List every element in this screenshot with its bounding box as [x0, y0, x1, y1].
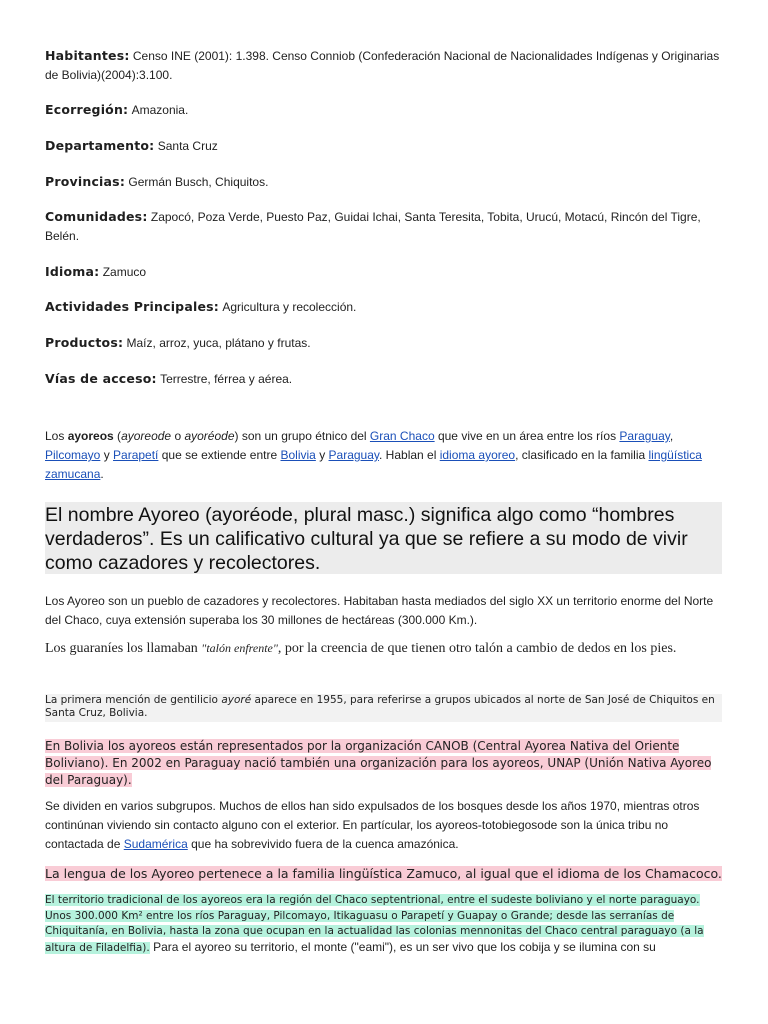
field-label: Actividades Principales:	[45, 299, 219, 314]
italic-quote: "talón enfrente"	[201, 641, 278, 655]
text: . Hablan el	[379, 448, 440, 462]
field-ecorregion	[45, 100, 725, 120]
field-productos	[45, 333, 725, 353]
link-parapeti[interactable]: Parapetí	[113, 448, 159, 462]
field-provincias	[45, 172, 725, 192]
link-idioma-ayoreo[interactable]: idioma ayoreo	[439, 448, 516, 462]
text: y	[100, 448, 114, 462]
field-value: Germán Busch, Chiquitos.	[128, 175, 269, 189]
text: que se extiende entre	[158, 448, 281, 462]
text: Los guaraníes los llamaban	[45, 641, 202, 656]
italic-term: ayoré	[221, 694, 252, 706]
field-value: Terrestre, férrea y aérea.	[160, 372, 293, 386]
cazadores-paragraph: Los Ayoreo son un pueblo de cazadores y recolectores. Habitaban hasta mediados del siglo XX un territorio enorme del Norte del Chaco, cuya extensión superaba los 30 millones de hectáreas (300.000 Km.).	[45, 594, 714, 627]
field-value: Agricultura y recolección.	[222, 300, 357, 314]
field-label: Vías de acceso:	[45, 371, 157, 386]
text: Se dividen en varios subgrupos. Muchos de ellos han sido expulsados de los bosques desde los años 1970, mientras otros continúnan viviendo sin contacto alguno con el exterior. En partícular, los ayoreos-totobiegosode son la única tribu no contactada de	[45, 799, 700, 851]
link-pilcomayo[interactable]: Pilcomayo	[45, 448, 101, 462]
link-familia-zamucana[interactable]: lingüística zamucana	[45, 448, 702, 481]
field-value: Amazonia.	[131, 103, 189, 117]
field-value: Zapocó, Poza Verde, Puesto Paz, Guidai Ichai, Santa Teresita, Tobita, Urucú, Motacú, Rincón del Tigre, Belén.	[45, 210, 701, 243]
text: o	[171, 429, 185, 443]
field-label: Comunidades:	[45, 209, 148, 224]
text: , por la creencia de que tienen otro talón a cambio de dedos en los pies.	[277, 641, 677, 656]
link-paraguay-2[interactable]: Paraguay	[328, 448, 380, 462]
intro-paragraph	[45, 427, 725, 484]
text: Para el ayoreo su territorio, el monte ("eami"), es un ser vivo que los cobija y se ilumina con su	[149, 939, 656, 954]
link-bolivia[interactable]: Bolivia	[280, 448, 316, 462]
field-label: Habitantes:	[45, 48, 130, 63]
bold-term: ayoreos	[67, 429, 114, 443]
text: , clasificado en la familia	[515, 448, 649, 462]
field-comunidades	[45, 207, 725, 246]
text: aparece en 1955, para referirse a grupos ubicados al norte de San José de Chiquitos en Santa Cruz, Bolivia.	[45, 694, 715, 719]
text: Los	[45, 429, 68, 443]
field-value: Santa Cruz	[157, 139, 218, 153]
link-paraguay[interactable]: Paraguay	[619, 429, 670, 443]
territorio-paragraph	[45, 893, 725, 956]
lengua-paragraph	[45, 865, 725, 883]
field-label: Idioma:	[45, 264, 100, 279]
italic-term: ayoréode	[184, 429, 235, 443]
text: (	[113, 429, 122, 443]
subgrupos-paragraph	[45, 797, 725, 854]
bolivia-organizaciones-paragraph	[45, 738, 725, 789]
link-sudamerica[interactable]: Sudamérica	[123, 837, 188, 851]
field-label: Departamento:	[45, 138, 155, 153]
text: que ha sobrevivido fuera de la cuenca amazónica.	[187, 837, 459, 851]
field-idioma	[45, 262, 725, 282]
field-vias-acceso	[45, 369, 725, 389]
field-value: Maíz, arroz, yuca, plátano y frutas.	[126, 336, 311, 350]
field-label: Ecorregión:	[45, 102, 129, 117]
text: La primera mención de gentilicio	[45, 694, 222, 706]
text: .	[100, 467, 104, 481]
text: y	[315, 448, 329, 462]
field-value: Zamuco	[102, 265, 147, 279]
field-label: Productos:	[45, 335, 124, 350]
primera-mencion-box	[45, 694, 722, 722]
guaranies-paragraph	[45, 638, 725, 659]
field-value: Censo INE (2001): 1.398. Censo Conniob (Confederación Nacional de Nacionalidades Indígenas y Originarias de Bolivia)(2004):3.100.	[45, 49, 720, 82]
text: ,	[669, 429, 674, 443]
highlighted-text: El territorio tradicional de los ayoreos era la región del Chaco septentrional, entre el sudeste boliviano y el norte paraguayo. Unos 300.000 Km² entre los ríos Paraguay, Pilcomayo, Itikaguasu o Parapetí y Guapay o Grande; desde las serranías de Chiquitanía, en Bolivia, hasta la zona que ocupan en la actualidad las colonias mennonitas del Chaco central paraguayo (a la altura de Filadelfia).	[45, 894, 704, 954]
field-label: Provincias:	[45, 174, 126, 189]
highlighted-text: En Bolivia los ayoreos están representados por la organización CANOB (Central Ayorea Nativa del Oriente Boliviano). En 2002 en Paraguay nació también una organización para los ayoreos, UNAP (Unión Nativa Ayoreo del Paraguay).	[45, 739, 712, 787]
field-habitantes	[45, 46, 725, 85]
link-gran-chaco[interactable]: Gran Chaco	[369, 429, 435, 443]
italic-term: ayoreode	[121, 429, 172, 443]
text: ) son un grupo étnico del	[234, 429, 370, 443]
field-actividades	[45, 297, 725, 317]
text: que vive en un área entre los ríos	[434, 429, 620, 443]
headline-block: El nombre Ayoreo (ayoréode, plural masc.) significa algo como “hombres verdaderos”. Es un calificativo cultural ya que se refiere a su modo de vivir como cazadores y recolectores.	[45, 502, 722, 574]
highlighted-text: La lengua de los Ayoreo pertenece a la familia lingüística Zamuco, al igual que el idioma de los Chamacoco.	[45, 866, 722, 881]
field-departamento	[45, 136, 725, 156]
